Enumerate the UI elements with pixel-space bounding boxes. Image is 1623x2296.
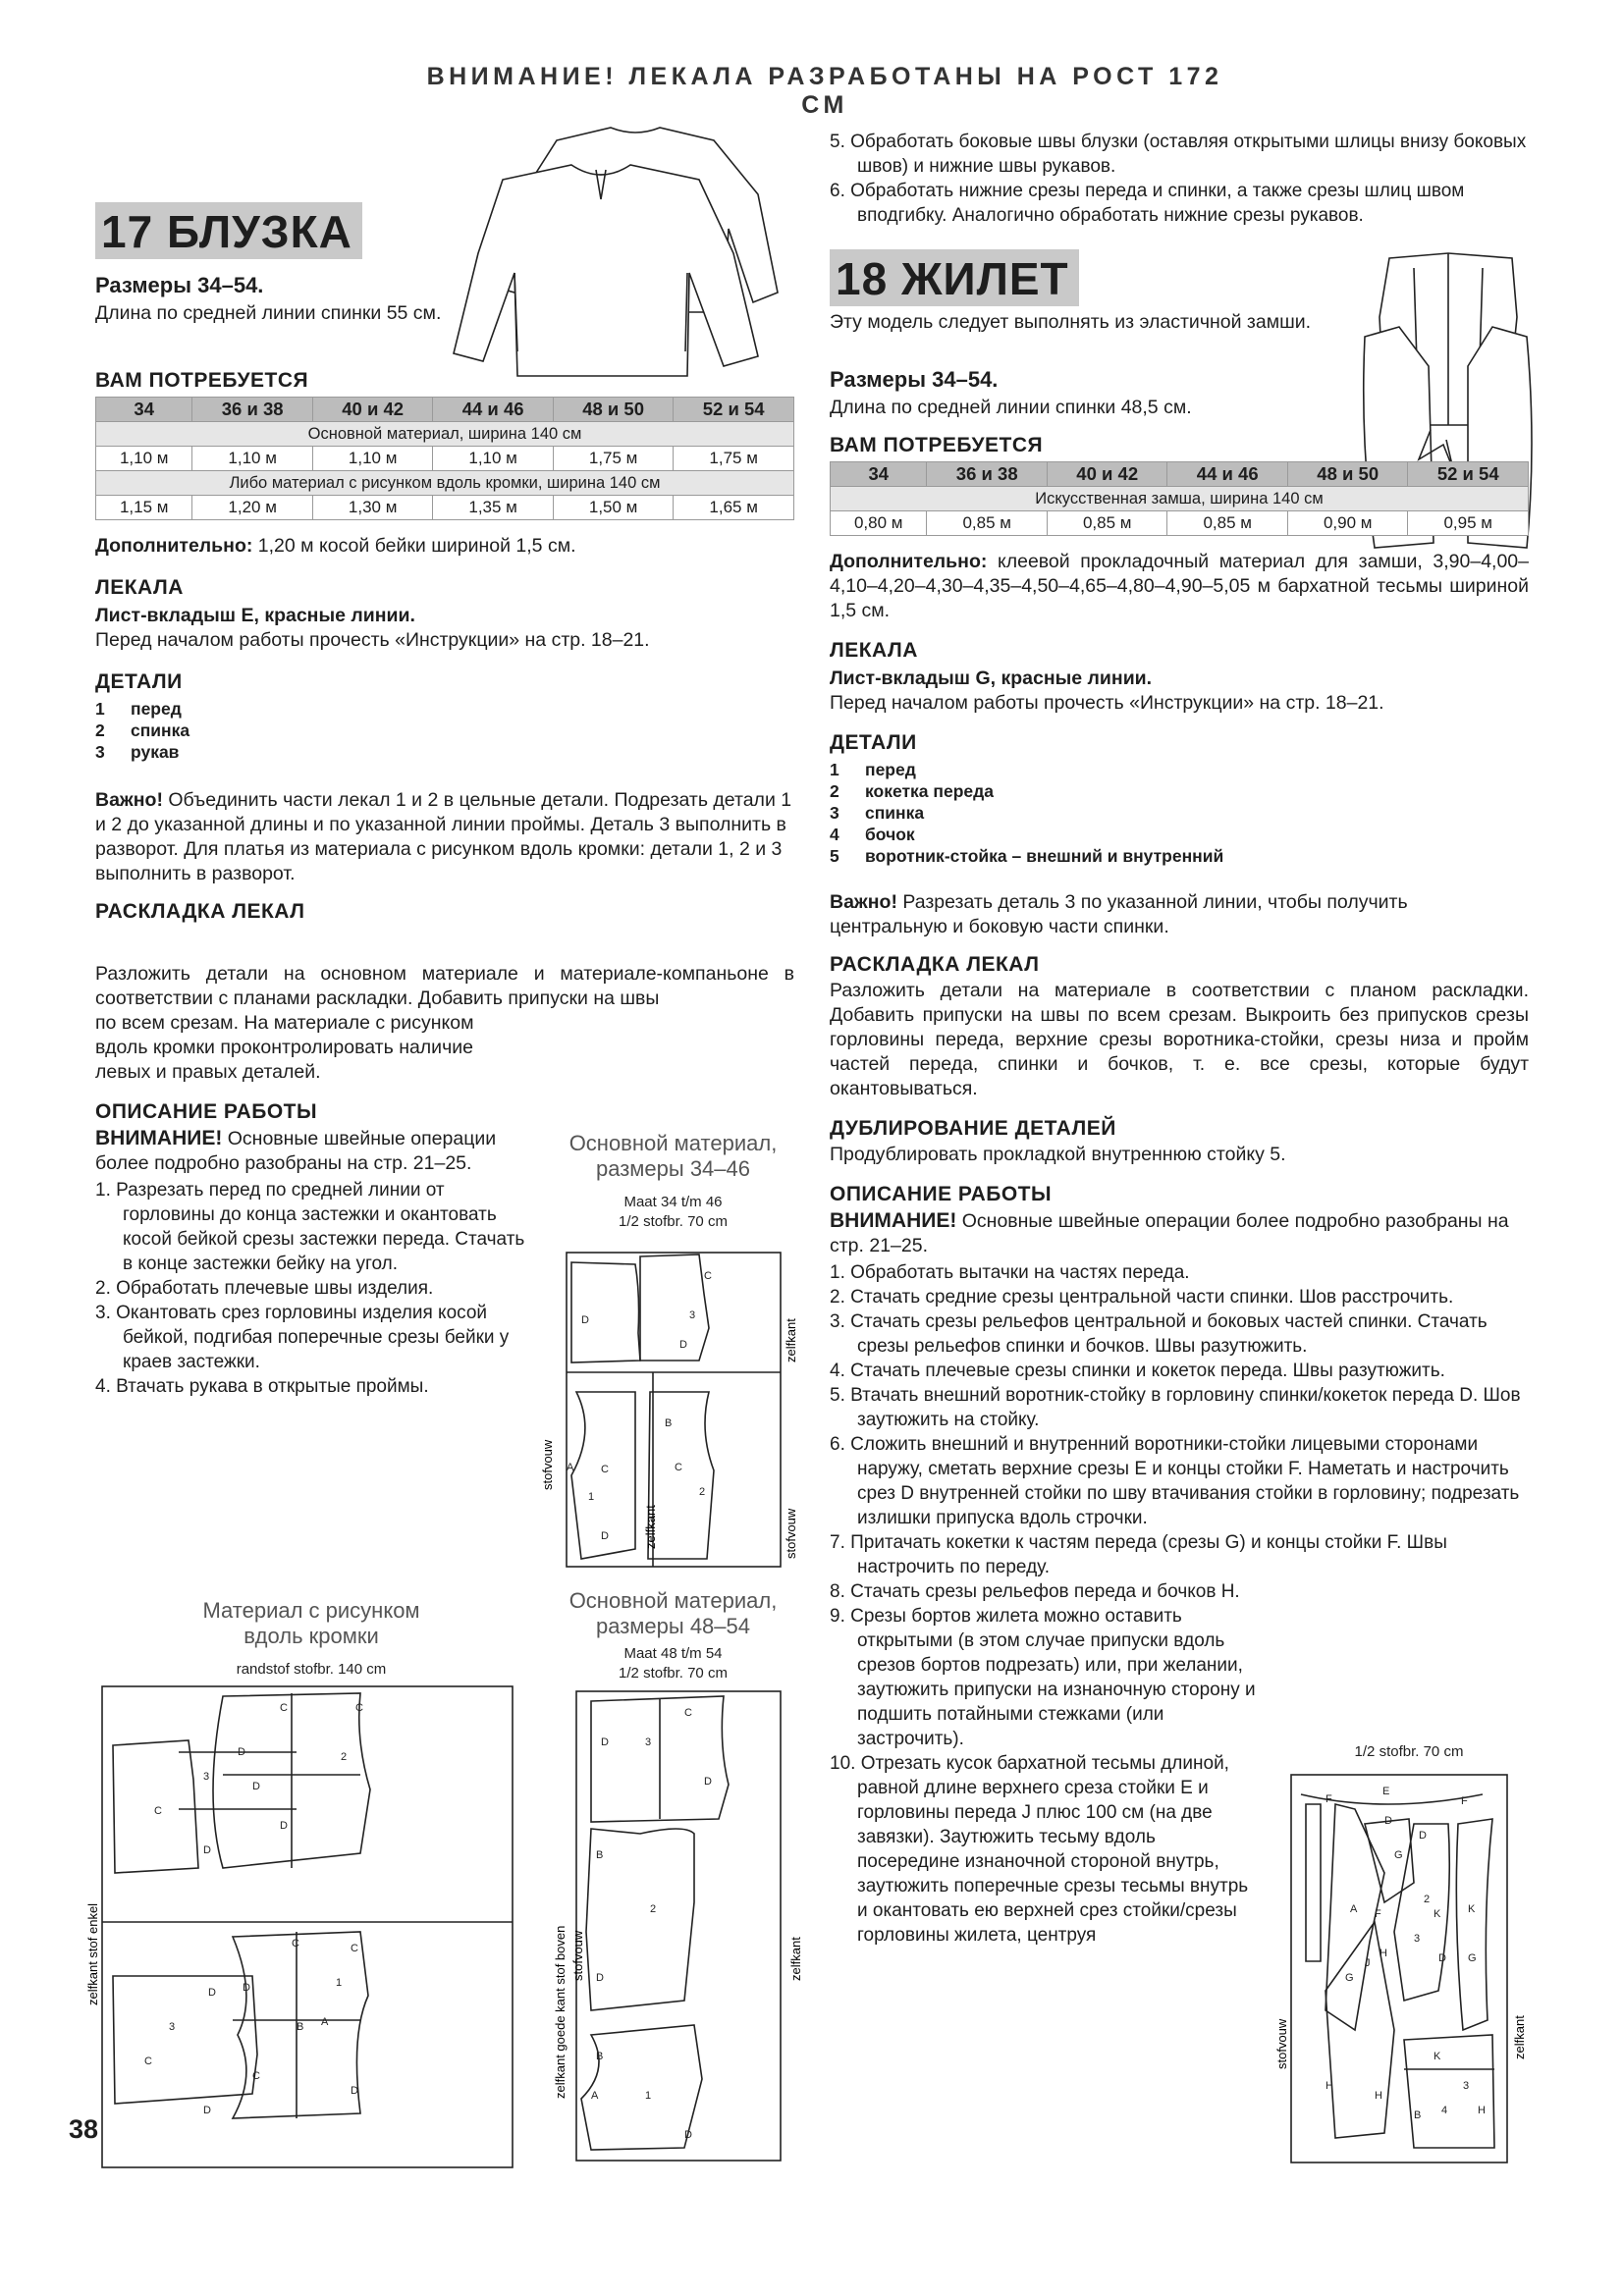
length-text: Длина по средней линии спинки 55 см.: [95, 302, 442, 324]
important-text: Важно! Разрезать деталь 3 по указанной линии, чтобы получить центральную и боковую части спинки.: [830, 891, 1408, 937]
size-header: 34: [831, 462, 927, 487]
svg-text:E: E: [1382, 1786, 1390, 1797]
value-cell: 0,85 м: [1167, 511, 1288, 536]
list-item: 4 бочок: [830, 825, 915, 844]
material-row: Либо материал с рисунком вдоль кромки, ширина 140 см: [96, 471, 794, 496]
svg-text:B: B: [1414, 2109, 1422, 2121]
diagram2-sub: randstof stofbr. 140 cm: [236, 1661, 387, 1678]
value-cell: 1,10 м: [433, 447, 553, 471]
svg-text:D: D: [581, 1314, 589, 1326]
patterns-note: Перед началом работы прочесть «Инструкции» на стр. 18–21.: [95, 629, 650, 651]
need-heading: ВАМ ПОТРЕБУЕТСЯ: [830, 434, 1044, 456]
svg-text:D: D: [684, 2129, 692, 2141]
svg-text:2: 2: [341, 1751, 348, 1763]
details-heading: ДЕТАЛИ: [95, 670, 183, 693]
svg-text:F: F: [1375, 1908, 1381, 1920]
size-header: 36 и 38: [192, 398, 312, 422]
size-header: 44 и 46: [433, 398, 553, 422]
steps-list-narrow: [830, 1604, 1262, 1948]
svg-text:C: C: [355, 1702, 363, 1714]
list-item: 4. Стачать плечевые срезы спинки и кокеток переда. Швы разутюжить.: [830, 1361, 1445, 1381]
svg-text:C: C: [144, 2056, 152, 2067]
stofvouw-label: stofvouw: [540, 1439, 555, 1490]
steps-list: [830, 1260, 1529, 1604]
list-item: 9. Срезы бортов жилета можно оставить открытыми (в этом случае припуски вдоль срезов бортов подрезать) или, при желании, заутюжить припуски на изнаночную сторону и подшить потайными стежками (или застрочить).: [830, 1606, 1256, 1749]
layout-diagram-2: [56, 1682, 527, 2172]
svg-text:D: D: [208, 1987, 216, 1999]
value-cell: 1,35 м: [433, 496, 553, 520]
list-item: 7. Притачать кокетки к частям переда (срезы G) и концы стойки F. Швы настрочить по переду.: [830, 1532, 1447, 1577]
value-cell: 0,90 м: [1287, 511, 1408, 536]
value-cell: 0,95 м: [1408, 511, 1529, 536]
svg-text:4: 4: [1441, 2105, 1448, 2116]
size-header: 44 и 46: [1167, 462, 1288, 487]
value-cell: 0,80 м: [831, 511, 927, 536]
value-cell: 1,10 м: [192, 447, 312, 471]
zelfkant-enkel-label: zelfkant stof enkel: [85, 1902, 100, 2005]
value-cell: 1,30 м: [312, 496, 432, 520]
extra-text: Дополнительно: 1,20 м косой бейки шириной 1,5 см.: [95, 535, 576, 557]
materials-table: [95, 397, 794, 520]
zelfkant-label: zelfkant: [1512, 2015, 1527, 2059]
svg-text:B: B: [596, 2051, 604, 2062]
details-heading: ДЕТАЛИ: [830, 731, 917, 754]
svg-text:C: C: [252, 2070, 260, 2082]
svg-text:C: C: [292, 1938, 299, 1949]
size-header: 36 и 38: [927, 462, 1048, 487]
list-item: 3. Окантовать срез горловины изделия косой бейкой, подгибая поперечные срезы бейки у краев застежки.: [95, 1303, 510, 1372]
list-item: 5 воротник-стойка – внешний и внутренний: [830, 846, 1224, 866]
svg-text:F: F: [1461, 1795, 1468, 1807]
layout-text: по всем срезам. На материале с рисунком вдоль кромки проконтролировать наличие левых и правых деталей.: [95, 1012, 474, 1083]
svg-text:D: D: [203, 2105, 211, 2116]
patterns-sheet: Лист-вкладыш E, красные линии.: [95, 605, 415, 626]
svg-text:3: 3: [1414, 1933, 1421, 1945]
svg-text:D: D: [679, 1339, 687, 1351]
svg-text:1: 1: [336, 1977, 343, 1989]
zelfkant-label: zelfkant: [643, 1505, 658, 1549]
steps-list: [95, 1178, 527, 1399]
svg-text:C: C: [154, 1805, 162, 1817]
svg-text:D: D: [1419, 1830, 1427, 1842]
patterns-note: Перед началом работы прочесть «Инструкции» на стр. 18–21.: [830, 692, 1384, 714]
svg-text:A: A: [1350, 1903, 1358, 1915]
list-item: 8. Стачать срезы рельефов переда и бочков H.: [830, 1581, 1240, 1602]
stofvouw-label: stofvouw: [1274, 2018, 1289, 2069]
svg-text:C: C: [351, 1943, 358, 1954]
stofvouw-label: stofvouw: [570, 1930, 585, 1981]
patterns-heading: ЛЕКАЛА: [95, 576, 184, 599]
size-header: 40 и 42: [312, 398, 432, 422]
value-cell: 0,85 м: [927, 511, 1048, 536]
list-item: 1 перед: [95, 699, 182, 719]
blouse-title-wrap: [95, 202, 362, 259]
patterns-sheet: Лист-вкладыш G, красные линии.: [830, 667, 1153, 689]
extra-text: Дополнительно: клеевой прокладочный материал для замши, 3,90–4,00–4,10–4,20–4,30–4,35–4,50–4,65–4,80–4,90–5,05 м бархатной тесьмы шириной 1,5 см.: [830, 551, 1529, 621]
work-attention: ВНИМАНИЕ! Основные швейные операции более подробно разобраны на стр. 21–25.: [830, 1209, 1509, 1256]
list-item: 3 рукав: [95, 742, 180, 762]
blouse-sketch: [463, 126, 797, 376]
svg-text:D: D: [203, 1844, 211, 1856]
svg-text:D: D: [1384, 1815, 1392, 1827]
vest-diagram-sub: 1/2 stofbr. 70 cm: [1354, 1743, 1464, 1760]
svg-text:B: B: [665, 1417, 673, 1429]
size-header: 48 и 50: [553, 398, 673, 422]
svg-text:C: C: [601, 1464, 609, 1475]
svg-text:H: H: [1478, 2105, 1486, 2116]
diagram3-title: Основной материал, размеры 48–54: [568, 1588, 778, 1638]
svg-text:A: A: [591, 2090, 599, 2102]
size-header: 40 и 42: [1047, 462, 1167, 487]
svg-text:D: D: [238, 1746, 245, 1758]
work-heading: ОПИСАНИЕ РАБОТЫ: [830, 1183, 1053, 1205]
diagram2-title: Материал с рисунком вдоль кромки: [202, 1598, 420, 1648]
size-header: 52 и 54: [674, 398, 794, 422]
list-item: 2. Стачать средние срезы центральной части спинки. Шов расстрочить.: [830, 1287, 1454, 1308]
layout-heading: РАСКЛАДКА ЛЕКАЛ: [95, 900, 305, 923]
stofvouw-label: stofvouw: [784, 1508, 798, 1559]
work-heading: ОПИСАНИЕ РАБОТЫ: [95, 1100, 318, 1123]
list-item: 2 спинка: [95, 721, 190, 740]
value-cell: 1,75 м: [553, 447, 673, 471]
svg-text:G: G: [1345, 1972, 1354, 1984]
zelfkant-label: zelfkant: [784, 1318, 798, 1362]
layout-diagram-3: [537, 1686, 812, 2167]
svg-text:D: D: [601, 1736, 609, 1748]
size-header: 48 и 50: [1287, 462, 1408, 487]
svg-text:D: D: [351, 2085, 358, 2097]
list-item: 2. Обработать плечевые швы изделия.: [95, 1278, 434, 1299]
svg-text:1: 1: [645, 2090, 652, 2102]
list-item: 10. Отрезать кусок бархатной тесьмы длиной, равной длине верхнего среза стойки E и горловины переда J плюс 100 см (на две завязки). Заутюжить тесьму вдоль посередине изнаночной стороной внутрь, заутюжить поперечные срезы тесьмы внутрь и окантовать ею верхней срез стойки/срезы горловины жилета, центруя: [830, 1753, 1249, 1946]
patterns-heading: ЛЕКАЛА: [830, 639, 918, 662]
length-text: Длина по средней линии спинки 48,5 см.: [830, 397, 1192, 418]
value-cell: 1,10 м: [96, 447, 192, 471]
svg-text:D: D: [601, 1530, 609, 1542]
svg-text:3: 3: [169, 2021, 176, 2033]
layout-diagram-1: [542, 1235, 807, 1574]
svg-text:H: H: [1375, 2090, 1382, 2102]
layout-text: Разложить детали на материале в соответствии с планом раскладки. Добавить припуски на швы по всем срезам. Выкроить без припусков срезы горловины переда, верхние срезы воротника-стойки, срезы низа и пройм частей переда, спинки и бочков, т. е. все срезы, которые будут окантовываться.: [830, 980, 1529, 1099]
vest-layout-diagram: [1267, 1765, 1532, 2177]
svg-text:D: D: [280, 1820, 288, 1832]
svg-text:D: D: [243, 1982, 250, 1994]
sizes-heading: Размеры 34–54.: [95, 273, 264, 297]
need-heading: ВАМ ПОТРЕБУЕТСЯ: [95, 369, 309, 392]
value-cell: 1,20 м: [192, 496, 312, 520]
value-cell: 1,50 м: [553, 496, 673, 520]
blouse-title: 17 БЛУЗКА: [95, 202, 362, 259]
svg-text:D: D: [252, 1781, 260, 1792]
value-cell: 1,10 м: [312, 447, 432, 471]
svg-text:C: C: [704, 1270, 712, 1282]
list-item: 2 кокетка переда: [830, 781, 994, 801]
list-item: 1. Разрезать перед по средней линии от горловины до конца застежки и окантовать косой бейкой срезы застежки переда. Стачать в конце застежки бейку на угол.: [95, 1180, 525, 1274]
svg-text:3: 3: [203, 1771, 210, 1783]
important-text: Важно! Объединить части лекал 1 и 2 в цельные детали. Подрезать детали 1 и 2 до указанной длины и по указанной линии проймы. Деталь 3 выполнить в разворот. Для платья из материала с рисунком вдоль кромки: детали 1, 2 и 3 выполнить в разворот.: [95, 789, 792, 884]
diagram1-sub2: 1/2 stofbr. 70 cm: [619, 1213, 728, 1230]
diagram3-sub2: 1/2 stofbr. 70 cm: [619, 1665, 728, 1682]
list-item: 6. Сложить внешний и внутренний воротники-стойки лицевыми сторонами наружу, сметать верхние срезы E и концы стойки F. Наметать и настрочить срез D внутренней стойки по шву втачивания стойки в горловину; подрезать излишки припуска вдоль строчки.: [830, 1434, 1520, 1528]
svg-text:J: J: [1365, 1957, 1371, 1969]
svg-text:D: D: [704, 1776, 712, 1788]
svg-text:2: 2: [1424, 1894, 1431, 1905]
svg-text:B: B: [297, 2021, 304, 2033]
size-header: 52 и 54: [1408, 462, 1529, 487]
zelfkant-goede-label: zelfkant goede kant stof boven: [553, 1925, 568, 2099]
list-item: 5. Втачать внешний воротник-стойку в горловину спинки/кокеток переда D. Шов заутюжить на стойку.: [830, 1385, 1521, 1430]
zelfkant-label: zelfkant: [788, 1937, 803, 1981]
value-cell: 0,85 м: [1047, 511, 1167, 536]
details-list: [95, 698, 794, 763]
vest-intro: Эту модель следует выполнять из эластичной замши.: [830, 311, 1312, 333]
svg-text:3: 3: [689, 1309, 696, 1321]
size-header: 34: [96, 398, 192, 422]
layout-heading: РАСКЛАДКА ЛЕКАЛ: [830, 953, 1040, 976]
svg-text:A: A: [567, 1462, 574, 1473]
list-item: 5. Обработать боковые швы блузки (оставляя открытыми шлицы внизу боковых швов) и нижние швы рукавов.: [830, 132, 1527, 177]
layout-text-a: Разложить детали на основном материале и материале-компаньоне в соответствии с планами раскладки. Добавить припуски на швы: [95, 963, 794, 1009]
materials-table: [830, 461, 1529, 536]
svg-text:D: D: [596, 1972, 604, 1984]
svg-text:1: 1: [588, 1491, 595, 1503]
value-cell: 1,65 м: [674, 496, 794, 520]
steps-continued: [830, 130, 1529, 228]
list-item: 3. Стачать срезы рельефов центральной и боковых частей спинки. Стачать срезы рельефов спинки и бочков. Швы разутюжить.: [830, 1311, 1488, 1357]
list-item: 1 перед: [830, 760, 916, 779]
list-item: 6. Обработать нижние срезы переда и спинки, а также срезы шлиц швом вподгибку. Аналогично обработать нижние срезы рукавов.: [830, 181, 1465, 226]
sizes-heading: Размеры 34–54.: [830, 367, 999, 392]
dubl-heading: ДУБЛИРОВАНИЕ ДЕТАЛЕЙ: [830, 1117, 1116, 1140]
svg-text:B: B: [596, 1849, 604, 1861]
value-cell: 1,75 м: [674, 447, 794, 471]
svg-text:A: A: [321, 2016, 329, 2028]
svg-text:K: K: [1434, 2051, 1441, 2062]
dubl-text: Продублировать прокладкой внутреннюю стойку 5.: [830, 1144, 1286, 1165]
svg-text:K: K: [1434, 1908, 1441, 1920]
svg-text:C: C: [684, 1707, 692, 1719]
svg-text:C: C: [280, 1702, 288, 1714]
material-row: Искусственная замша, ширина 140 см: [831, 487, 1529, 511]
list-item: 4. Втачать рукава в открытые проймы.: [95, 1376, 429, 1397]
svg-text:2: 2: [650, 1903, 657, 1915]
svg-text:K: K: [1468, 1903, 1476, 1915]
diagram1-sub1: Maat 34 t/m 46: [623, 1194, 723, 1210]
svg-text:G: G: [1468, 1952, 1477, 1964]
details-list: [830, 759, 1529, 867]
svg-text:H: H: [1325, 2080, 1333, 2092]
list-item: 1. Обработать вытачки на частях переда.: [830, 1262, 1190, 1283]
svg-text:2: 2: [699, 1486, 706, 1498]
material-row: Основной материал, ширина 140 см: [96, 422, 794, 447]
diagram3-sub1: Maat 48 t/m 54: [623, 1645, 723, 1662]
right-column: [830, 126, 1529, 2121]
svg-text:H: H: [1380, 1948, 1387, 1959]
vest-title: 18 ЖИЛЕТ: [830, 249, 1079, 306]
svg-text:G: G: [1394, 1849, 1403, 1861]
svg-text:C: C: [675, 1462, 682, 1473]
svg-text:F: F: [1325, 1793, 1332, 1805]
work-attention: ВНИМАНИЕ! Основные швейные операции более подробно разобраны на стр. 21–25.: [95, 1127, 497, 1174]
svg-text:3: 3: [1463, 2080, 1470, 2092]
value-cell: 1,15 м: [96, 496, 192, 520]
svg-text:D: D: [1438, 1952, 1446, 1964]
page-number: 38: [69, 2114, 99, 2144]
page-header: ВНИМАНИЕ! ЛЕКАЛА РАЗРАБОТАНЫ НА РОСТ 172 СМ: [426, 63, 1223, 119]
list-item: 3 спинка: [830, 803, 925, 823]
svg-text:3: 3: [645, 1736, 652, 1748]
diagram1-title: Основной материал, размеры 34–46: [568, 1131, 778, 1181]
